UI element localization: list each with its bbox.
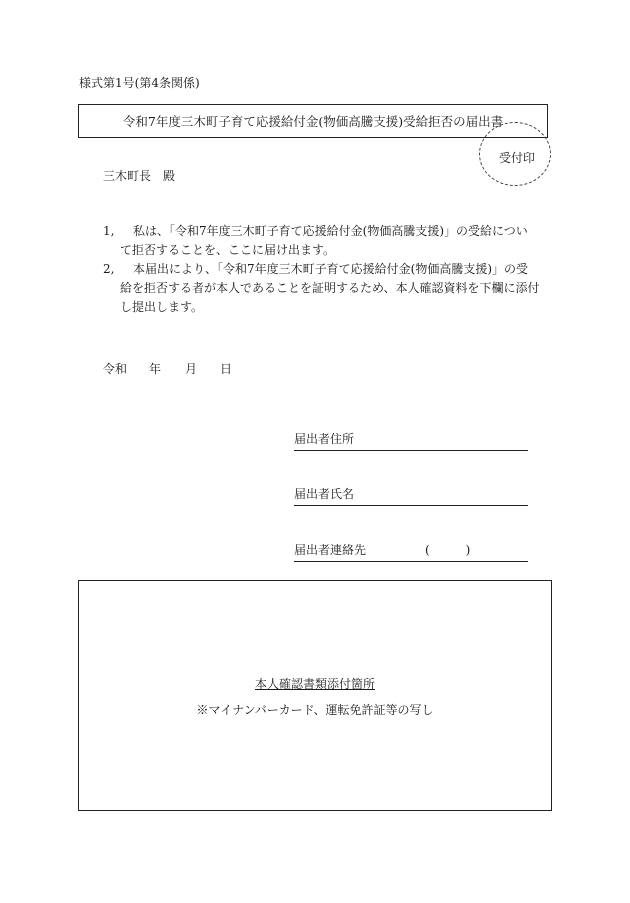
applicant-address-field[interactable] xyxy=(294,430,528,451)
reception-stamp-label: 受付印 xyxy=(499,151,536,165)
id-document-note: ※マイナンバーカード、運転免許証等の写し xyxy=(196,703,434,717)
form-number: 様式第1号(第4条関係) xyxy=(79,76,200,90)
item-2-line-3: し提出します。 xyxy=(120,300,204,314)
applicant-contact-label: 届出者連絡先 xyxy=(294,543,367,557)
date-era: 令和 xyxy=(103,362,128,376)
date-year-field[interactable]: 年 xyxy=(149,362,162,376)
item-1-number: 1, xyxy=(103,224,115,238)
item-1-line-1: 私は、「令和7年度三木町子育て応援給付金(物価高騰支援)」の受給につい xyxy=(133,224,528,238)
addressee: 三木町長 殿 xyxy=(103,169,176,183)
item-1-line-2: て拒否することを、ここに届け出ます。 xyxy=(120,243,336,257)
item-2-line-1: 本届出により、「令和7年度三木町子育て応援給付金(物価高騰支援)」の受 xyxy=(133,262,529,276)
applicant-name-label: 届出者氏名 xyxy=(294,487,355,501)
id-document-title-text: 本人確認書類添付箇所 xyxy=(254,677,375,691)
item-2-line-2: 給を拒否する者が本人であることを証明するため、本人確認資料を下欄に添付 xyxy=(120,281,540,295)
contact-parentheses: ( ) xyxy=(425,543,471,557)
date-month-field[interactable]: 月 xyxy=(185,362,198,376)
applicant-address-label: 届出者住所 xyxy=(294,432,355,446)
document-title-box xyxy=(78,104,548,138)
date-day-field[interactable]: 日 xyxy=(220,362,233,376)
document-title: 令和7年度三木町子育て応援給付金(物価高騰支援)受給拒否の届出書 xyxy=(122,114,504,129)
id-document-title xyxy=(0,675,630,692)
id-document-attachment-box[interactable] xyxy=(78,580,552,811)
applicant-contact-field[interactable] xyxy=(294,541,528,562)
applicant-name-field[interactable] xyxy=(294,485,528,506)
item-2-number: 2, xyxy=(103,262,115,276)
